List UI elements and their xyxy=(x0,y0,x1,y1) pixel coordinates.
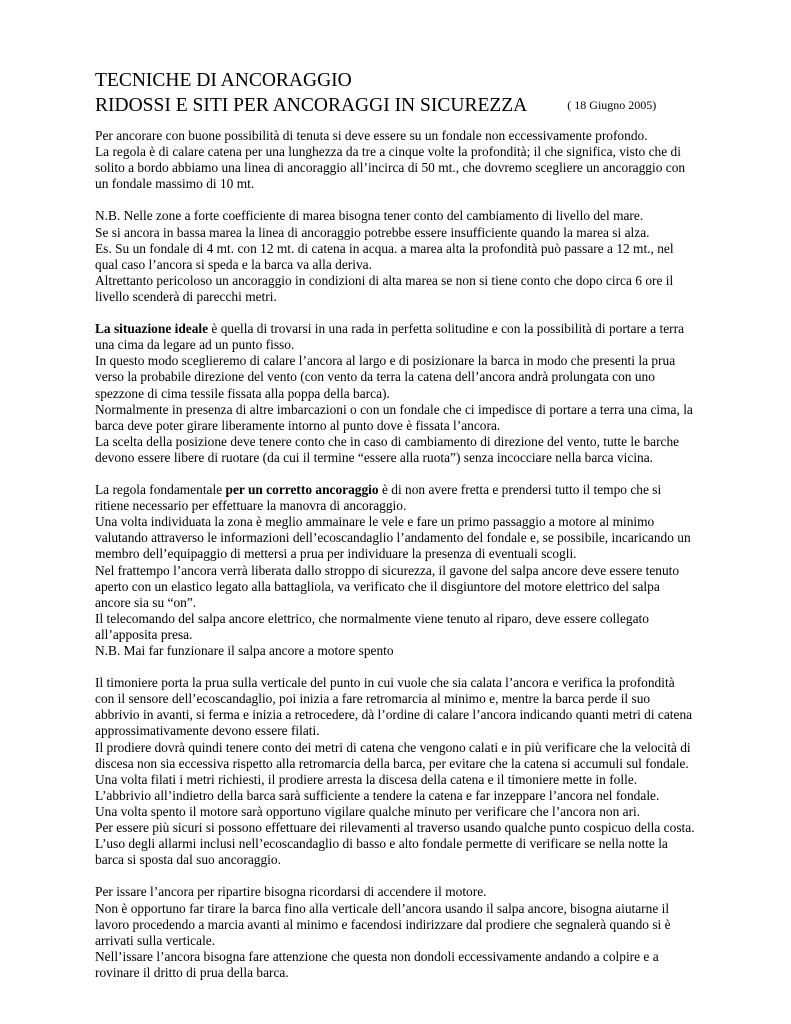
text-line: Nell’issare l’ancora bisogna fare attenzione che questa non dondoli eccessivamente andando a colpire e a rovinare il dritto di prua della barca. xyxy=(95,948,659,980)
text-line: Non è opportuno far tirare la barca fino alla verticale dell’ancora usando il salpa ancore, bisogna aiutarne il lavoro procedendo a marcia avanti al minimo e facendosi indirizzare dal prodiere che segnalerà quando si è arrivati sulla verticale. xyxy=(95,900,671,948)
text-line: Il telecomando del salpa ancore elettrico, che normalmente viene tenuto al riparo, deve essere collegato all’apposita presa. xyxy=(95,610,649,642)
text-line: Se si ancora in bassa marea la linea di ancoraggio potrebbe essere insufficiente quando la marea si alza. xyxy=(95,224,650,240)
document-body xyxy=(95,128,697,997)
paragraph-5 xyxy=(95,675,697,868)
text-line: Per issare l’ancora per ripartire bisogna ricordarsi di accendere il motore. xyxy=(95,884,487,900)
text-line: Per essere più sicuri si possono effettuare dei rilevamenti al traverso usando qualche punto cospicuo della costa. xyxy=(95,820,695,836)
text-line: Una volta filati i metri richiesti, il prodiere arresta la discesa della catena e il timoniere mette in folle. xyxy=(95,771,638,787)
text-line xyxy=(95,482,697,514)
text-line xyxy=(95,321,697,353)
text-line: L’uso degli allarmi inclusi nell’ecoscandaglio di basso e alto fondale permette di verificare se nella notte la barca si sposta dal suo ancoraggio. xyxy=(95,836,668,868)
text-line: La regola è di calare catena per una lunghezza da tre a cinque volte la profondità; il che significa, visto che di solito a bordo abbiamo una linea di ancoraggio all’incirca di 50 mt., che dovremo scegliere un ancoraggio con un fondale massimo di 10 mt. xyxy=(95,144,686,192)
text-line: Es. Su un fondale di 4 mt. con 12 mt. di catena in acqua. a marea alta la profondità può passare a 12 mt., nel qual caso l’ancora si speda e la barca va alla deriva. xyxy=(95,240,674,272)
text-line: Una volta individuata la zona è meglio ammainare le vele e fare un primo passaggio a motore al minimo valutando attraverso le informazioni dell’ecoscandaglio l’andamento del fondale e, se possibile, incaricando un membro dell’equipaggio di mettersi a prua per individuare la presenza di eventuali scogli. xyxy=(95,514,691,562)
document-title xyxy=(95,68,656,120)
text-line: La scelta della posizione deve tenere conto che in caso di cambiamento di direzione del vento, tutte le barche devono essere libere di ruotare (da cui il termine “essere alla ruota”) senza incocciare nella barca vicina. xyxy=(95,433,680,465)
text-line: N.B. Mai far funzionare il salpa ancore a motore spento xyxy=(95,643,394,658)
paragraph-3 xyxy=(95,321,697,466)
text-line: Altrettanto pericoloso un ancoraggio in condizioni di alta marea se non si tiene conto che dopo circa 6 ore il livello scenderà di parecchi metri. xyxy=(95,272,674,304)
title-line-2-text: RIDOSSI E SITI PER ANCORAGGI IN SICUREZZA xyxy=(95,95,528,116)
text-line: N.B. Nelle zone a forte coefficiente di marea bisogna tener conto del cambiamento di livello del mare. xyxy=(95,208,644,224)
lead-before: La regola fondamentale xyxy=(95,482,226,498)
text-line: Il timoniere porta la prua sulla verticale del punto in cui vuole che sia calata l’ancora e verifica la profondità con il sensore dell’ecoscandaglio, poi inizia a fare retromarcia al minimo e, mentre la barca perde il suo abbrivio in avanti, si ferma e inizia a retrocedere, dà l’ordine di calare l’ancora indicando quanti metri di catena approssimativamente devono essere filati. xyxy=(95,675,693,739)
paragraph-2 xyxy=(95,208,697,305)
text-line: Normalmente in presenza di altre imbarcazioni o con un fondale che ci impedisce di portare a terra una cima, la barca deve poter girare liberamente intorno al punto dove è fissata l’ancora. xyxy=(95,401,693,433)
lead-rest: è quella di trovarsi in una rada in perfetta solitudine e con la possibilità di portare a terra una cima da legare ad un punto fisso. xyxy=(95,321,685,353)
text-line: In questo modo sceglieremo di calare l’ancora al largo e di posizionare la barca in modo che presenti la prua verso la probabile direzione del vento (con vento da terra la catena dell’ancora andrà prolungata con uno spezzone di cima tessile fissata alla poppa della barca). xyxy=(95,353,676,401)
paragraph-1 xyxy=(95,128,697,192)
text-line: Per ancorare con buone possibilità di tenuta si deve essere su un fondale non eccessivamente profondo. xyxy=(95,128,648,143)
text-line: Una volta spento il motore sarà opportuno vigilare qualche minuto per verificare che l’ancora non ari. xyxy=(95,803,641,819)
title-line-2 xyxy=(95,93,656,120)
paragraph-4 xyxy=(95,482,697,659)
bold-lead: La situazione ideale xyxy=(95,321,209,337)
bold-phrase: per un corretto ancoraggio xyxy=(225,482,379,498)
document-date: ( 18 Giugno 2005) xyxy=(567,98,657,112)
title-line-1: TECNICHE DI ANCORAGGIO xyxy=(95,70,352,91)
text-line: L’abbrivio all’indietro della barca sarà sufficiente a tendere la catena e far inzeppare l’ancora nel fondale. xyxy=(95,787,660,803)
text-line: Il prodiere dovrà quindi tenere conto dei metri di catena che vengono calati e in più verificare che la velocità di discesa non sia eccessiva rispetto alla retromarcia della barca, per evitare che la catena si accumuli sul fondale. xyxy=(95,739,691,771)
text-line: Nel frattempo l’ancora verrà liberata dallo stroppo di sicurezza, il gavone del salpa ancore deve essere tenuto aperto con un elastico legato alla battagliola, va verificato che il disgiuntore del motore elettrico del salpa ancore sia su “on”. xyxy=(95,562,680,610)
lead-after: è di non avere fretta e prendersi tutto il tempo che si ritiene necessario per effettuare la manovra di ancoraggio. xyxy=(95,482,662,514)
paragraph-6 xyxy=(95,884,697,981)
